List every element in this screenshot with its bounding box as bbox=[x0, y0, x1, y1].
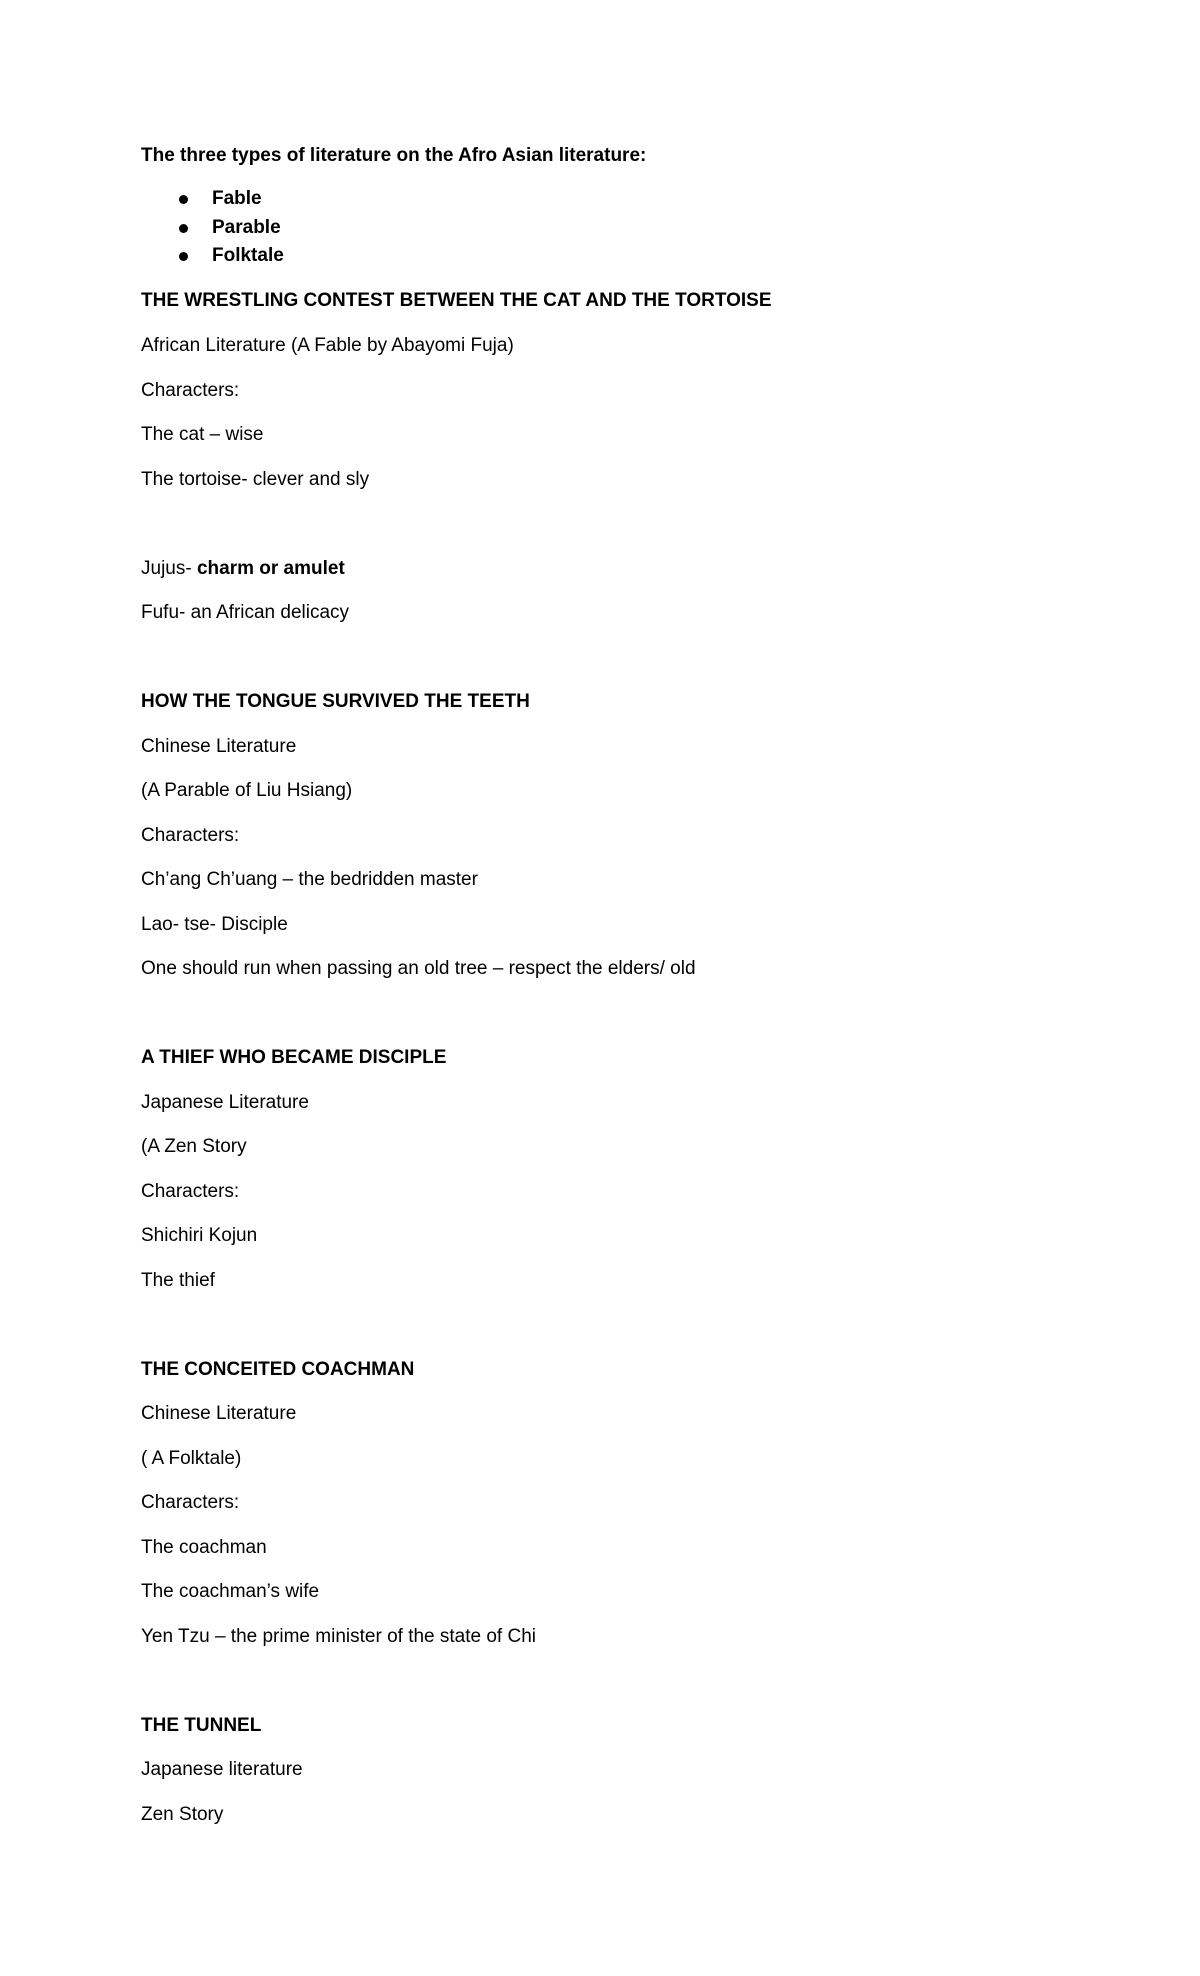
glossary-definition: charm or amulet bbox=[196, 558, 345, 579]
story-title: A THIEF WHO BECAME DISCIPLE bbox=[141, 1047, 447, 1068]
glossary-entry: Fufu- an African delicacy bbox=[141, 602, 350, 623]
list-item-label: Parable bbox=[212, 216, 281, 238]
story-origin: Japanese literature bbox=[141, 1759, 303, 1780]
character-entry: The coachman’s wife bbox=[141, 1581, 320, 1602]
list-item bbox=[141, 216, 284, 245]
story-origin: African Literature (A Fable by Abayomi Fuja) bbox=[141, 335, 514, 356]
literature-types-list bbox=[141, 187, 284, 273]
story-source: (A Parable of Liu Hsiang) bbox=[141, 780, 353, 801]
list-item bbox=[141, 187, 284, 216]
characters-label: Characters: bbox=[141, 825, 240, 846]
story-title: HOW THE TONGUE SURVIVED THE TEETH bbox=[141, 691, 530, 712]
list-item-label: Fable bbox=[212, 188, 262, 209]
intro-heading: The three types of literature on the Afro Asian literature: bbox=[141, 145, 647, 166]
character-entry: The tortoise- clever and sly bbox=[141, 469, 370, 490]
list-item-label: Folktale bbox=[212, 245, 284, 266]
bullet-icon bbox=[179, 195, 188, 204]
story-source: ( A Folktale) bbox=[141, 1448, 242, 1469]
story-origin: Chinese Literature bbox=[141, 736, 297, 757]
character-entry: The thief bbox=[141, 1270, 215, 1291]
story-source: Zen Story bbox=[141, 1804, 224, 1825]
bullet-icon bbox=[179, 224, 188, 233]
characters-label: Characters: bbox=[141, 1492, 240, 1513]
story-title: THE WRESTLING CONTEST BETWEEN THE CAT AND THE TORTOISE bbox=[141, 290, 772, 311]
glossary-entry bbox=[141, 557, 345, 581]
story-title: THE TUNNEL bbox=[141, 1715, 262, 1736]
list-item bbox=[141, 244, 284, 273]
characters-label: Characters: bbox=[141, 1181, 240, 1202]
story-origin: Japanese Literature bbox=[141, 1092, 309, 1113]
story-title: THE CONCEITED COACHMAN bbox=[141, 1359, 415, 1380]
glossary-term: Jujus- bbox=[141, 558, 197, 579]
character-entry: Lao- tse- Disciple bbox=[141, 914, 288, 935]
character-entry: Yen Tzu – the prime minister of the state of Chi bbox=[141, 1626, 536, 1647]
story-note: One should run when passing an old tree – respect the elders/ old bbox=[141, 958, 696, 979]
story-source: (A Zen Story bbox=[141, 1136, 247, 1157]
character-entry: Shichiri Kojun bbox=[141, 1225, 258, 1246]
bullet-icon bbox=[179, 252, 188, 261]
story-origin: Chinese Literature bbox=[141, 1403, 297, 1424]
characters-label: Characters: bbox=[141, 380, 240, 401]
character-entry: The coachman bbox=[141, 1537, 267, 1558]
character-entry: Ch’ang Ch’uang – the bedridden master bbox=[141, 869, 478, 890]
character-entry: The cat – wise bbox=[141, 424, 264, 445]
